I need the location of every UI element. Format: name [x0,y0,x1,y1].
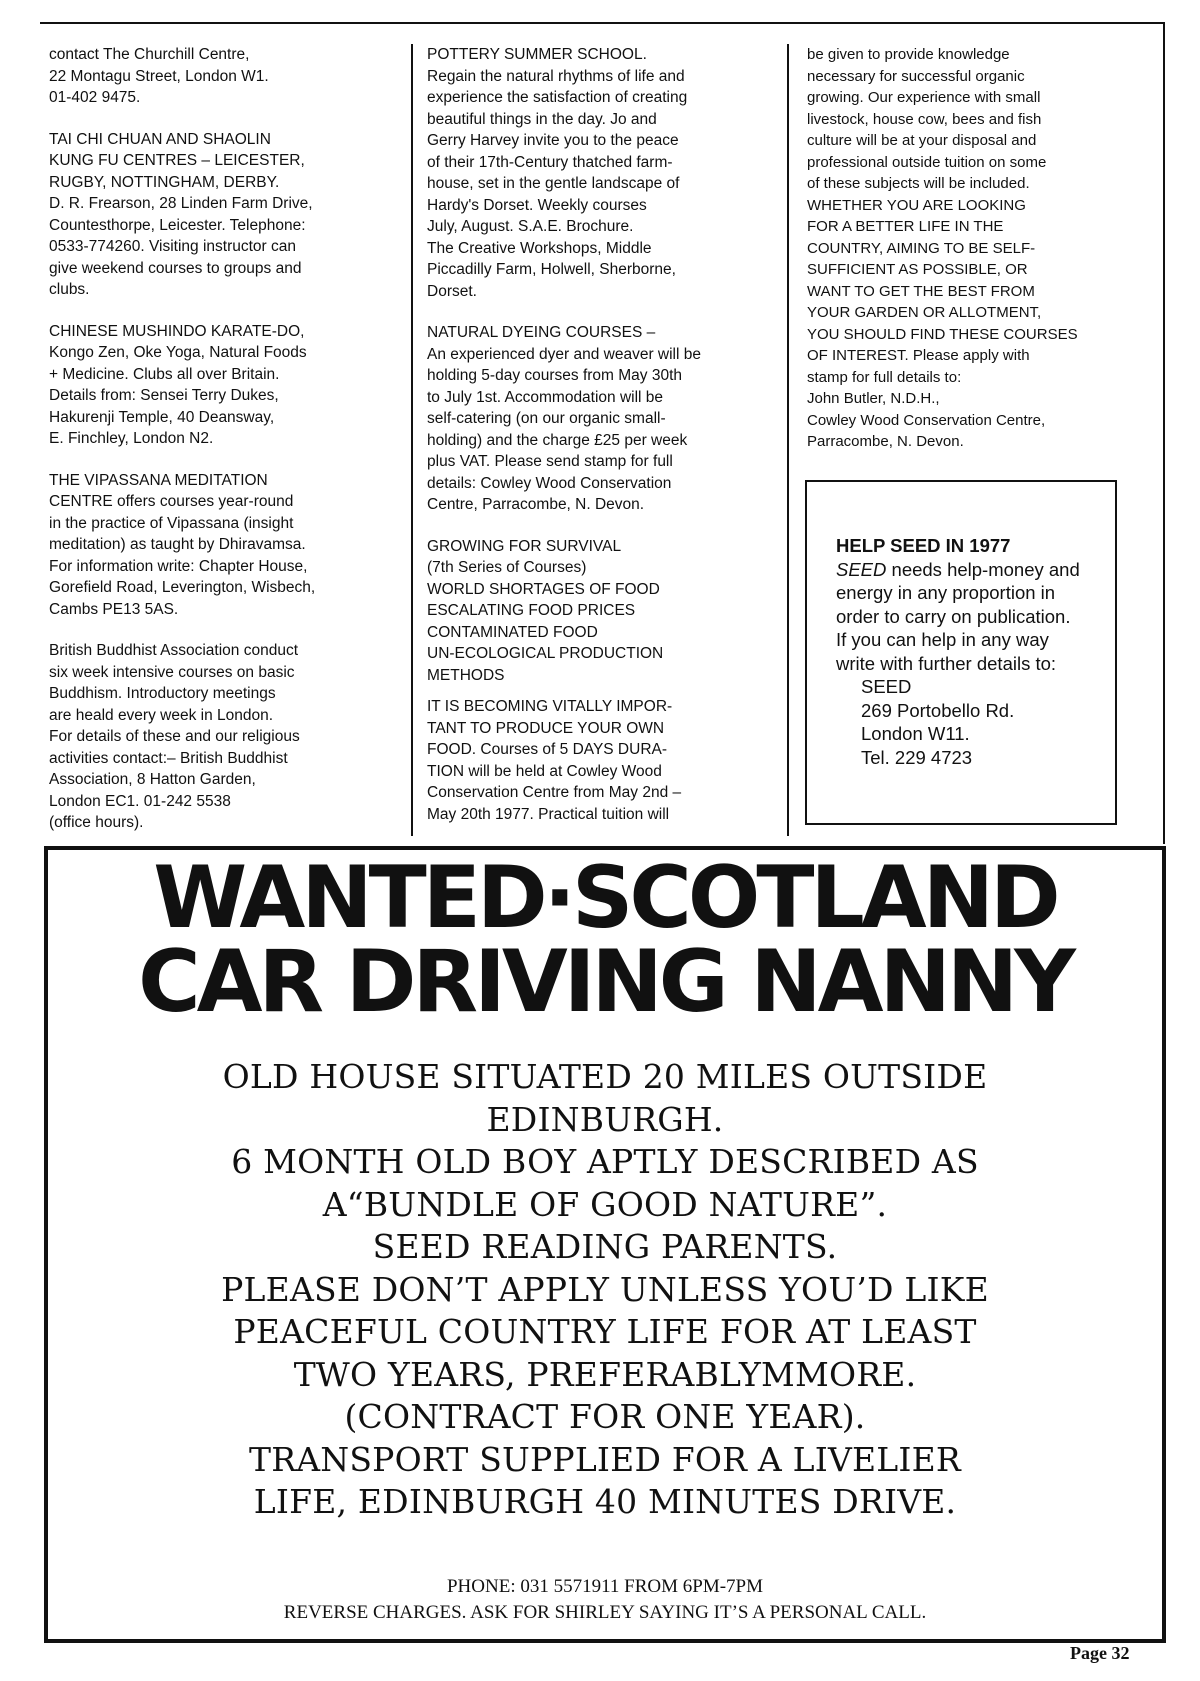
buddhist-association-notice: British Buddhist Association conduct six week intensive courses on basic Buddhism. Introductory meetings are heald every week in London. For details of these and our religious activities contact:– British Buddhist Association, 8 Hatton Garden, London EC1. 01-242 5538 (office hours). [49,642,300,831]
advert-line: 6 MONTH OLD BOY APTLY DESCRIBED AS [231,1142,979,1181]
advert-contact [48,1574,1162,1626]
churchill-centre-notice: contact The Churchill Centre, 22 Montagu Street, London W1. 01-402 9475. [49,46,269,106]
dyeing-notice: NATURAL DYEING COURSES – An experienced dyer and weaver will be holding 5-day courses from May 30th to July 1st. Accommodation will be self-catering (on our organic small- holding) and the charge £25 per week plus VAT. Please send stamp for full details: Cowley Wood Conservation Centre, Parracombe, N. Devon. [427,324,701,513]
advert-line: OLD HOUSE SITUATED 20 MILES OUTSIDE [222,1057,988,1096]
column-1 [49,44,389,854]
column-divider-2 [787,44,789,836]
courses-continued-notice: be given to provide knowledge necessary for successful organic growing. Our experience with small livestock, house cow, bees and fish culture will be at your disposal and professional outside tuition on some of these subjects will be included. WHETHER YOU ARE LOOKING FOR A BETTER LIFE IN THE COUNTRY, AIMING TO BE SELF- SUFFICIENT AS POSSIBLE, OR WANT TO GET THE BEST FROM YOUR GARDEN OR ALLOTMENT, YOU SHOULD FIND THESE COURSES OF INTEREST. Please apply with stamp for full details to: John Butler, N.D.H., Cowley Wood Conservation Centre, Parracombe, N. Devon. [807,46,1078,450]
column-divider-1 [411,44,413,836]
advert-line: TRANSPORT SUPPLIED FOR A LIVELIER [249,1439,961,1479]
advert-phone: PHONE: 031 5571911 FROM 6PM-7PM [446,1576,763,1597]
seed-word: SEED [836,558,887,580]
advert-headline [54,848,1157,1032]
advert-line: A“BUNDLE OF GOOD NATURE”. [322,1184,888,1224]
advert-reverse-charges: REVERSE CHARGES. ASK FOR SHIRLEY SAYING IT’S A PERSONAL CALL. [283,1602,927,1623]
pottery-notice: POTTERY SUMMER SCHOOL. Regain the natural rhythms of life and experience the satisfaction of creating beautiful things in the day. Jo and Gerry Harvey invite you to the peace of their 17th-Century thatched farm- house, set in the gentle landscape of Hardy's Dorset. Weekly courses July, August. S.A.E. Brochure. The Creative Workshops, Middle Piccadilly Farm, Holwell, Sherborne, Dorset. [427,46,688,300]
advert-line: PEACEFUL COUNTRY LIFE FOR AT LEAST [233,1312,977,1351]
advert-body [48,1056,1162,1524]
advert-line: (CONTRACT FOR ONE YEAR). [344,1397,866,1436]
top-border-line [40,22,1165,24]
help-seed-box [805,480,1117,825]
column-3 [807,44,1152,473]
advert-line: LIFE, EDINBURGH 40 MINUTES DRIVE. [253,1482,957,1521]
right-border-line [1163,22,1165,844]
page-number: Page 32 [1070,1643,1130,1663]
nanny-advert [44,846,1166,1643]
karate-notice: CHINESE MUSHINDO KARATE-DO, Kongo Zen, Oke Yoga, Natural Foods + Medicine. Clubs all over Britain. Details from: Sensei Terry Dukes, Hakurenji Temple, 40 Deansway, E. Finchley, London N2. [49,322,307,447]
growing-survival-notice: IT IS BECOMING VITALLY IMPOR- TANT TO PRODUCE YOUR OWN FOOD. Courses of 5 DAYS DURA- TION will be held at Cowley Wood Conservation Centre from May 2nd – May 20th 1977. Practical tuition will [427,698,682,823]
tai-chi-notice: TAI CHI CHUAN AND SHAOLIN KUNG FU CENTRES – LEICESTER, RUGBY, NOTTINGHAM, DERBY. D. R. Frearson, 28 Linden Farm Drive, Countesthorpe, Leicester. Telephone: 0533-774260. Visiting instructor can give weekend courses to groups and clubs. [49,130,313,298]
help-seed-text: needs help-money and energy in any proportion in order to carry on publication. If you can help in any way write with further details to: [836,558,1080,674]
vipassana-notice: THE VIPASSANA MEDITATION CENTRE offers courses year-round in the practice of Vipassana (insight meditation) as taught by Dhiravamsa. For information write: Chapter House, Gorefield Road, Leverington, Wisbech, Cambs PE13 5AS. [49,471,316,618]
help-seed-body [836,558,1105,676]
help-seed-title: HELP SEED IN 1977 [836,535,1011,556]
advert-line: EDINBURGH. [486,1099,724,1139]
advert-headline-line-2: CAR DRIVING NANNY [138,932,1072,1032]
advert-line: PLEASE DON’T APPLY UNLESS YOU’D LIKE [221,1269,989,1309]
seed-address: SEED 269 Portobello Rd. London W11. Tel. 229 4723 [861,676,1015,768]
column-2 [427,44,767,845]
advert-headline-line-1: WANTED·SCOTLAND [153,848,1057,948]
advert-line: TWO YEARS, PREFERABLYMMORE. [293,1354,917,1394]
advert-line: SEED READING PARENTS. [372,1227,838,1266]
growing-survival-heading: GROWING FOR SURVIVAL (7th Series of Courses) WORLD SHORTAGES OF FOOD ESCALATING FOOD PRICES CONTAMINATED FOOD UN-ECOLOGICAL PRODUCTION METHODS [427,537,664,684]
